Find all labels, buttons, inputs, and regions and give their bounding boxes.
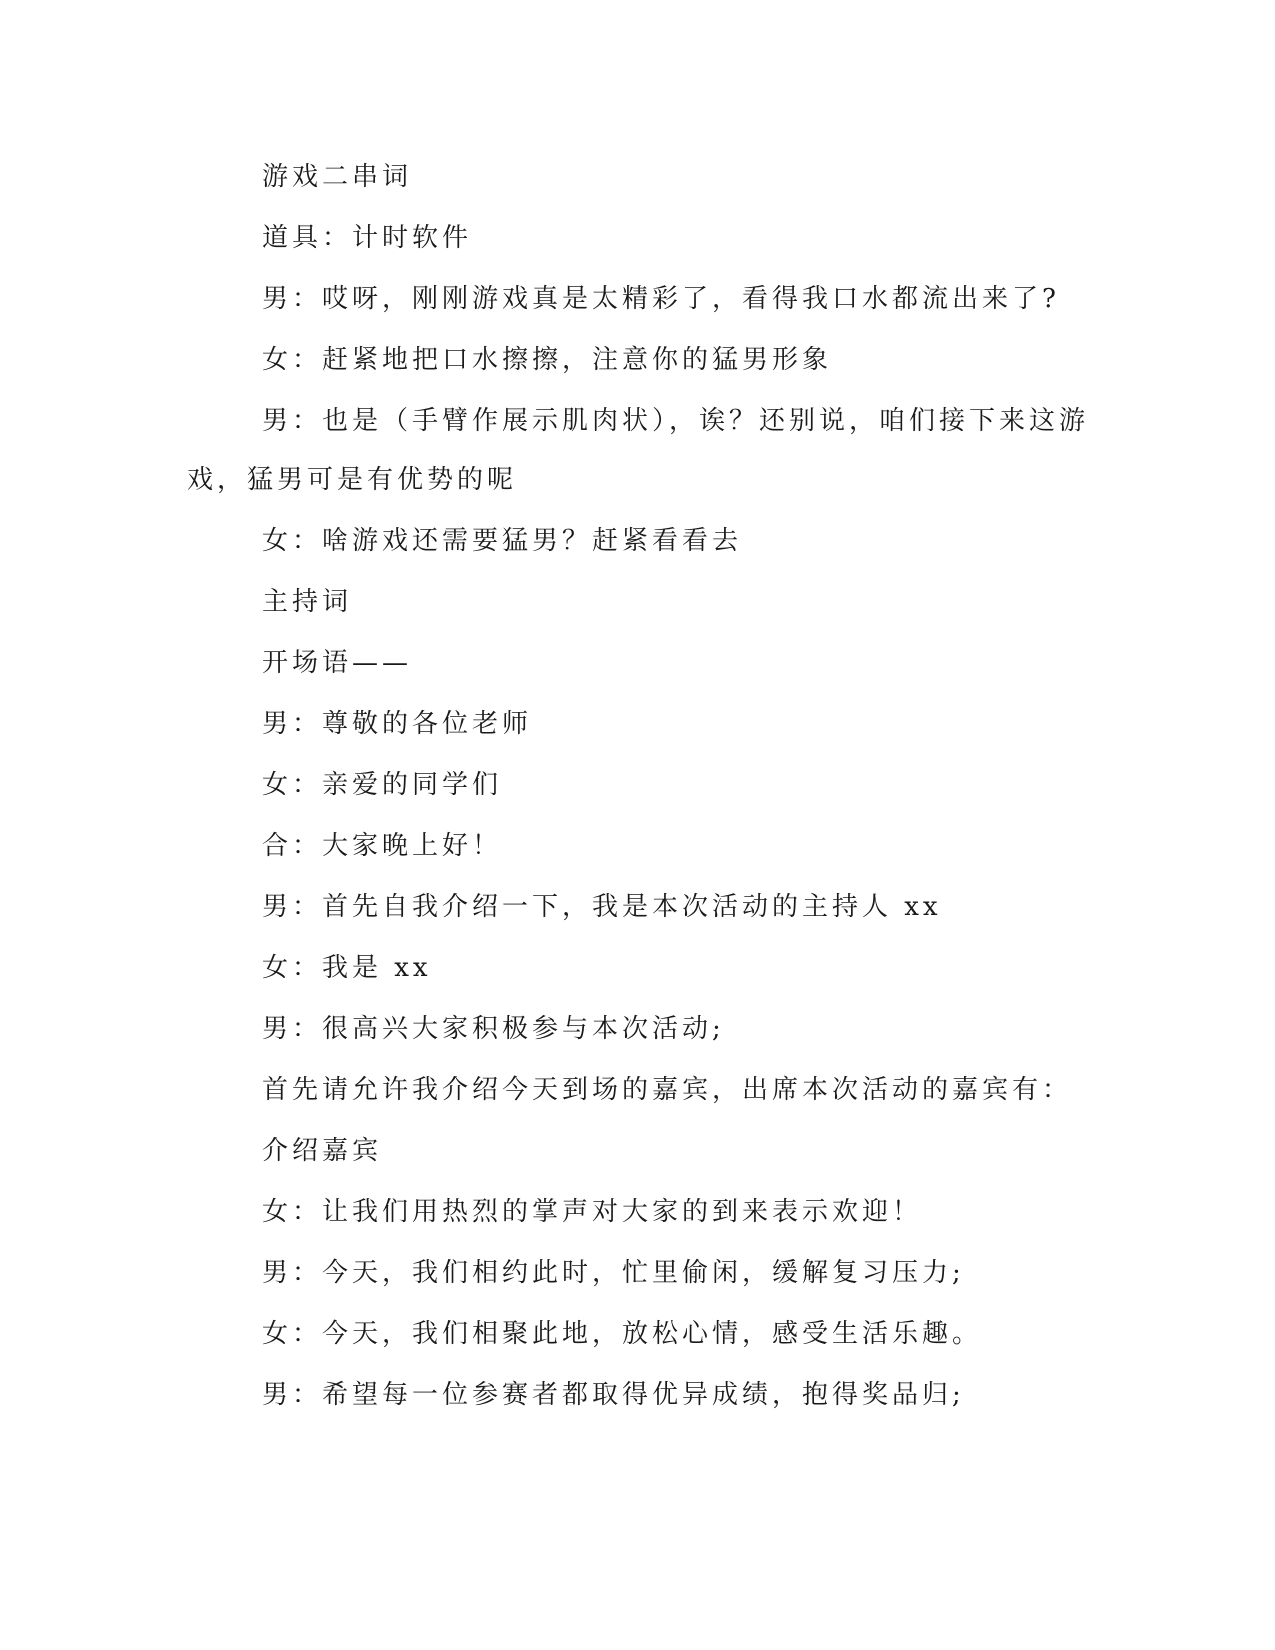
dialogue-line-continuation: 戏，猛男可是有优势的呢 bbox=[187, 465, 518, 495]
section-title-host-script: 主持词 bbox=[262, 587, 353, 617]
dialogue-line: 女：赶紧地把口水擦擦，注意你的猛男形象 bbox=[262, 345, 833, 375]
dialogue-line: 女：我是 xx bbox=[262, 953, 432, 983]
dialogue-line: 男：很高兴大家积极参与本次活动; bbox=[262, 1014, 725, 1044]
dialogue-line: 男：也是（手臂作展示肌肉状），诶？还别说，咱们接下来这游 bbox=[262, 406, 1090, 436]
dialogue-line: 合：大家晚上好！ bbox=[262, 831, 503, 861]
section-title-game-two: 游戏二串词 bbox=[262, 162, 413, 192]
dialogue-line: 男：尊敬的各位老师 bbox=[262, 709, 533, 739]
dialogue-line: 女：亲爱的同学们 bbox=[262, 770, 503, 800]
section-subtitle-guests: 介绍嘉宾 bbox=[262, 1136, 383, 1166]
props-line: 道具：计时软件 bbox=[262, 223, 473, 253]
section-subtitle-opening: 开场语—— bbox=[262, 648, 413, 678]
document-body bbox=[187, 162, 1090, 1441]
dialogue-line: 女：今天，我们相聚此地，放松心情，感受生活乐趣。 bbox=[262, 1319, 983, 1349]
dialogue-line: 男：首先自我介绍一下，我是本次活动的主持人 xx bbox=[262, 892, 942, 922]
dialogue-line: 女：让我们用热烈的掌声对大家的到来表示欢迎！ bbox=[262, 1197, 923, 1227]
dialogue-line: 男：希望每一位参赛者都取得优异成绩，抱得奖品归; bbox=[262, 1380, 965, 1410]
dialogue-line: 男：哎呀，刚刚游戏真是太精彩了，看得我口水都流出来了? bbox=[262, 284, 1060, 314]
dialogue-line: 首先请允许我介绍今天到场的嘉宾，出席本次活动的嘉宾有： bbox=[262, 1075, 1073, 1105]
dialogue-line: 男：今天，我们相约此时，忙里偷闲，缓解复习压力; bbox=[262, 1258, 965, 1288]
dialogue-line: 女：啥游戏还需要猛男？赶紧看看去 bbox=[262, 526, 743, 556]
